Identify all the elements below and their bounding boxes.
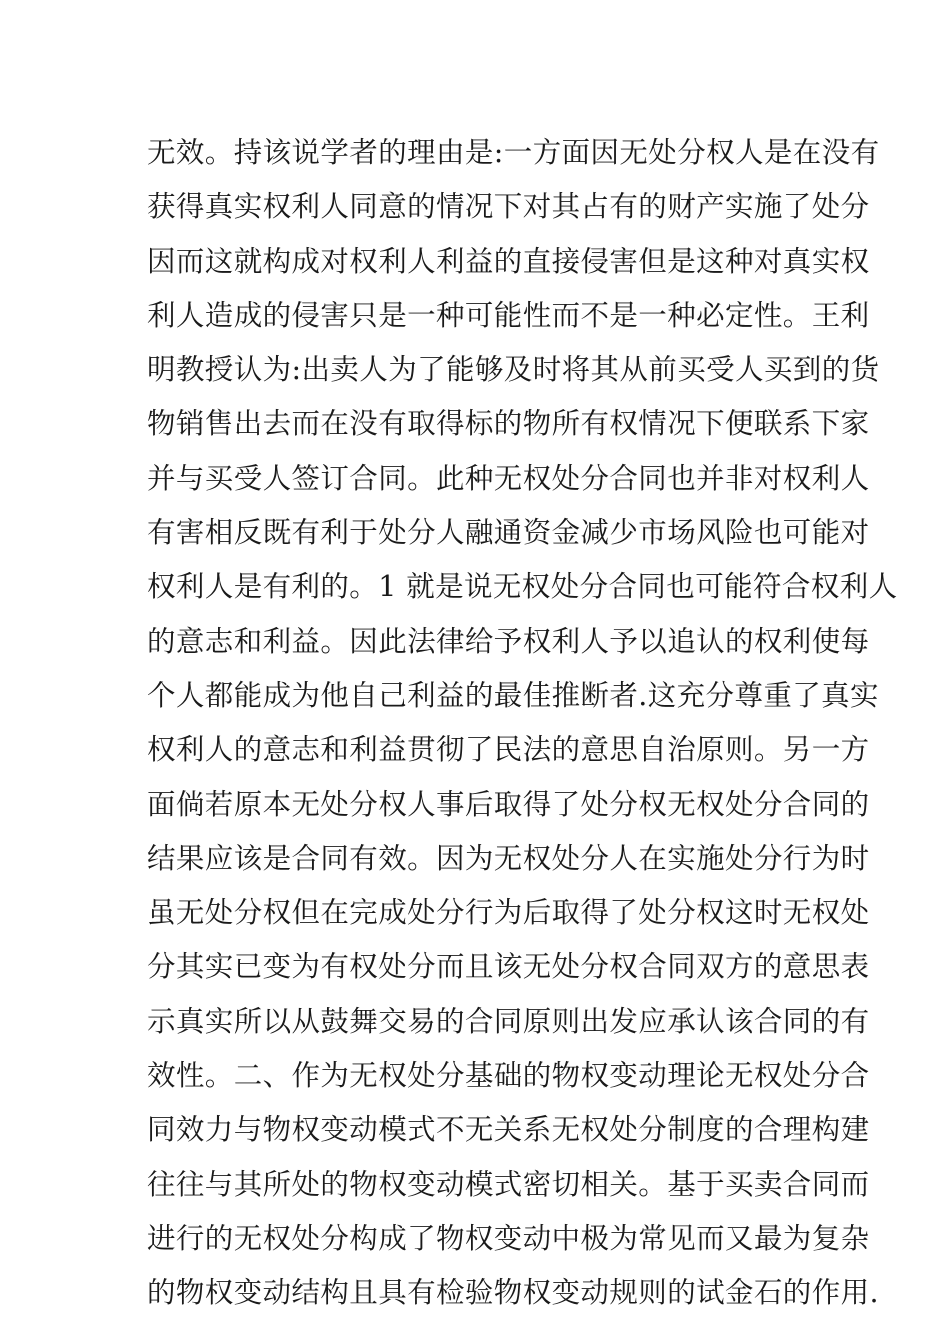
text-line: 个人都能成为他自己利益的最佳推断者.这充分尊重了真实 [147, 678, 879, 712]
text-line: 获得真实权利人同意的情况下对其占有的财产实施了处分 [147, 190, 870, 224]
text-line: 分其实已变为有权处分而且该无处分权合同双方的意思表 [147, 950, 870, 984]
text-line: 虽无处分权但在完成处分行为后取得了处分权这时无权处 [147, 896, 870, 930]
text-line: 同效力与物权变动模式不无关系无权处分制度的合理构建 [147, 1113, 870, 1147]
text-line: 无效。持该说学者的理由是:一方面因无处分权人是在没有 [147, 136, 880, 169]
text-line: 的意志和利益。因此法律给予权利人予以追认的权利使每 [147, 624, 870, 658]
text-line: 有害相反既有利于处分人融通资金减少市场风险也可能对 [147, 516, 870, 550]
text-line: 物销售出去而在没有取得标的物所有权情况下便联系下家 [147, 407, 870, 441]
text-line: 的物权变动结构且具有检验物权变动规则的试金石的作用. [147, 1276, 879, 1310]
text-line: 并与买受人签订合同。此种无权处分合同也并非对权利人 [147, 461, 870, 495]
text-line: 示真实所以从鼓舞交易的合同原则出发应承认该合同的有 [147, 1004, 870, 1038]
text-line: 进行的无权处分构成了物权变动中极为常见而又最为复杂 [147, 1221, 870, 1255]
body-text [147, 126, 898, 1321]
text-line: 面倘若原本无处分权人事后取得了处分权无权处分合同的 [147, 787, 870, 821]
text-line: 往往与其所处的物权变动模式密切相关。基于买卖合同而 [147, 1167, 870, 1201]
text-line: 权利人是有利的。1 就是说无权处分合同也可能符合权利人 [147, 570, 898, 604]
text-line: 权利人的意志和利益贯彻了民法的意思自治原则。另一方 [147, 733, 870, 767]
text-line: 利人造成的侵害只是一种可能性而不是一种必定性。王利 [147, 298, 870, 332]
text-line: 因而这就构成对权利人利益的直接侵害但是这种对真实权 [147, 244, 870, 278]
text-line: 效性。二、作为无权处分基础的物权变动理论无权处分合 [147, 1059, 870, 1093]
text-line: 明教授认为:出卖人为了能够及时将其从前买受人买到的货 [147, 353, 880, 387]
text-line: 结果应该是合同有效。因为无权处分人在实施处分行为时 [147, 841, 870, 875]
